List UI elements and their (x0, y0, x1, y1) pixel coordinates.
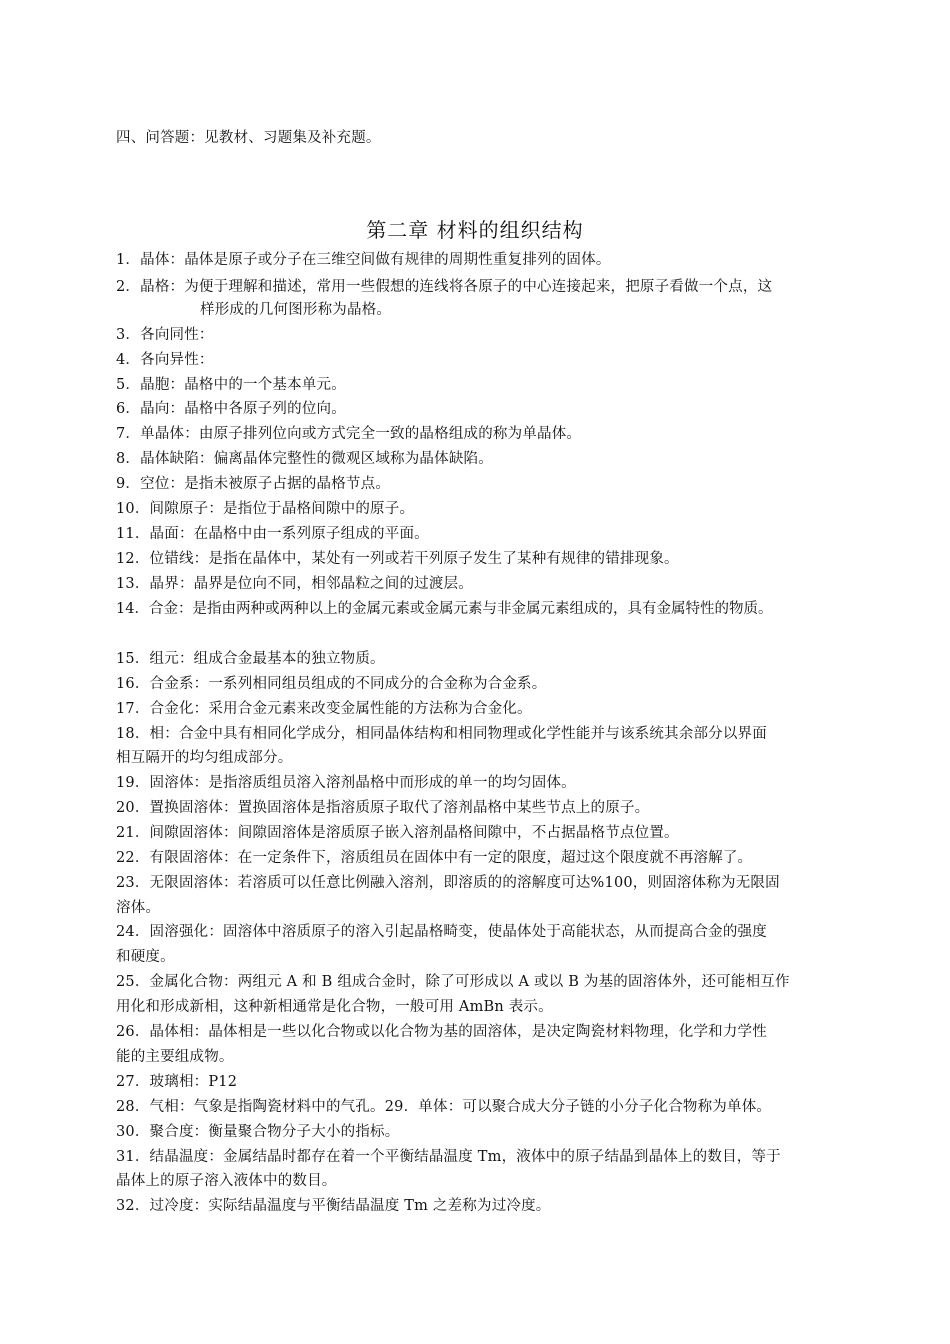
list-item-continuation: 能的主要组成物。 (116, 1049, 234, 1065)
list-item: 10．间隙原子：是指位于晶格间隙中的原子。 (116, 501, 415, 517)
chapter-title: 第二章 材料的组织结构 (366, 218, 584, 242)
list-item: 23．无限固溶体：若溶质可以任意比例融入溶剂，即溶质的的溶解度可达%100，则固溶体称为无限固 (116, 875, 780, 891)
list-item: 16．合金系：一系列相同组员组成的不同成分的合金称为合金系。 (116, 676, 547, 692)
list-item: 14．合金：是指由两种或两种以上的金属元素或金属元素与非金属元素组成的，具有金属特性的物质。 (116, 601, 773, 617)
list-item: 25．金属化合物：两组元 A 和 B 组成合金时，除了可形成以 A 或以 B 为基的固溶体外，还可能相互作 (116, 974, 790, 990)
list-item: 7．单晶体：由原子排列位向或方式完全一致的晶格组成的称为单晶体。 (116, 426, 582, 442)
list-item: 13．晶界：晶界是位向不同，相邻晶粒之间的过渡层。 (116, 576, 473, 592)
list-item-continuation: 溶体。 (116, 900, 161, 916)
list-item: 6．晶向：晶格中各原子列的位向。 (116, 401, 346, 417)
list-item: 1．晶体：晶体是原子或分子在三维空间做有规律的周期性重复排列的固体。 (116, 252, 611, 268)
list-item: 24．固溶强化：固溶体中溶质原子的溶入引起晶格畸变，使晶体处于高能状态，从而提高合金的强度 (116, 924, 767, 940)
list-item: 15．组元：组成合金最基本的独立物质。 (116, 651, 385, 667)
list-item: 12．位错线：是指在晶体中，某处有一列或若干列原子发生了某种有规律的错排现象。 (116, 551, 679, 567)
list-item: 28．气相：气象是指陶瓷材料中的气孔。29．单体：可以聚合成大分子链的小分子化合物称为单体。 (116, 1099, 772, 1115)
list-item: 30．聚合度：衡量聚合物分子大小的指标。 (116, 1124, 400, 1140)
list-item: 32．过冷度：实际结晶温度与平衡结晶温度 Tm 之差称为过冷度。 (116, 1198, 551, 1214)
list-item: 19．固溶体：是指溶质组员溶入溶剂晶格中而形成的单一的均匀固体。 (116, 775, 576, 791)
header-line: 四、问答题：见教材、习题集及补充题。 (116, 130, 381, 146)
list-item: 26．晶体相：晶体相是一些以化合物或以化合物为基的固溶体，是决定陶瓷材料物理，化学和力学性 (116, 1024, 767, 1040)
list-item-continuation: 样形成的几何图形称为晶格。 (200, 302, 392, 318)
list-item: 22．有限固溶体：在一定条件下，溶质组员在固体中有一定的限度，超过这个限度就不再溶解了。 (116, 850, 753, 866)
list-item: 9．空位：是指未被原子占据的晶格节点。 (116, 476, 391, 492)
list-item-continuation: 晶体上的原子溶入液体中的数目。 (116, 1173, 337, 1189)
list-item: 8．晶体缺陷：偏离晶体完整性的微观区域称为晶体缺陷。 (116, 451, 493, 467)
list-item-continuation: 和硬度。 (116, 949, 175, 965)
list-item: 27．玻璃相：P12 (116, 1074, 238, 1090)
list-item: 4．各向异性： (116, 352, 214, 368)
list-item: 17．合金化：采用合金元素来改变金属性能的方法称为合金化。 (116, 701, 532, 717)
list-item: 31．结晶温度：金属结晶时都存在着一个平衡结晶温度 Tm，液体中的原子结晶到晶体上的数目，等于 (116, 1149, 781, 1165)
list-item: 20．置换固溶体：置换固溶体是指溶质原子取代了溶剂晶格中某些节点上的原子。 (116, 800, 650, 816)
list-item-continuation: 用化和形成新相，这种新相通常是化合物，一般可用 AmBn 表示。 (116, 999, 553, 1015)
list-item: 11．晶面：在晶格中由一系列原子组成的平面。 (116, 526, 429, 542)
list-item: 21．间隙固溶体：间隙固溶体是溶质原子嵌入溶剂晶格间隙中，不占据晶格节点位置。 (116, 825, 679, 841)
list-item: 3．各向同性： (116, 327, 214, 343)
list-item: 18．相：合金中具有相同化学成分，相同晶体结构和相同物理或化学性能并与该系统其余部分以界面 (116, 726, 767, 742)
list-item: 5．晶胞：晶格中的一个基本单元。 (116, 377, 346, 393)
list-item-continuation: 相互隔开的均匀组成部分。 (116, 750, 293, 766)
list-item: 2．晶格：为便于理解和描述，常用一些假想的连线将各原子的中心连接起来，把原子看做一个点，这 (116, 279, 773, 295)
